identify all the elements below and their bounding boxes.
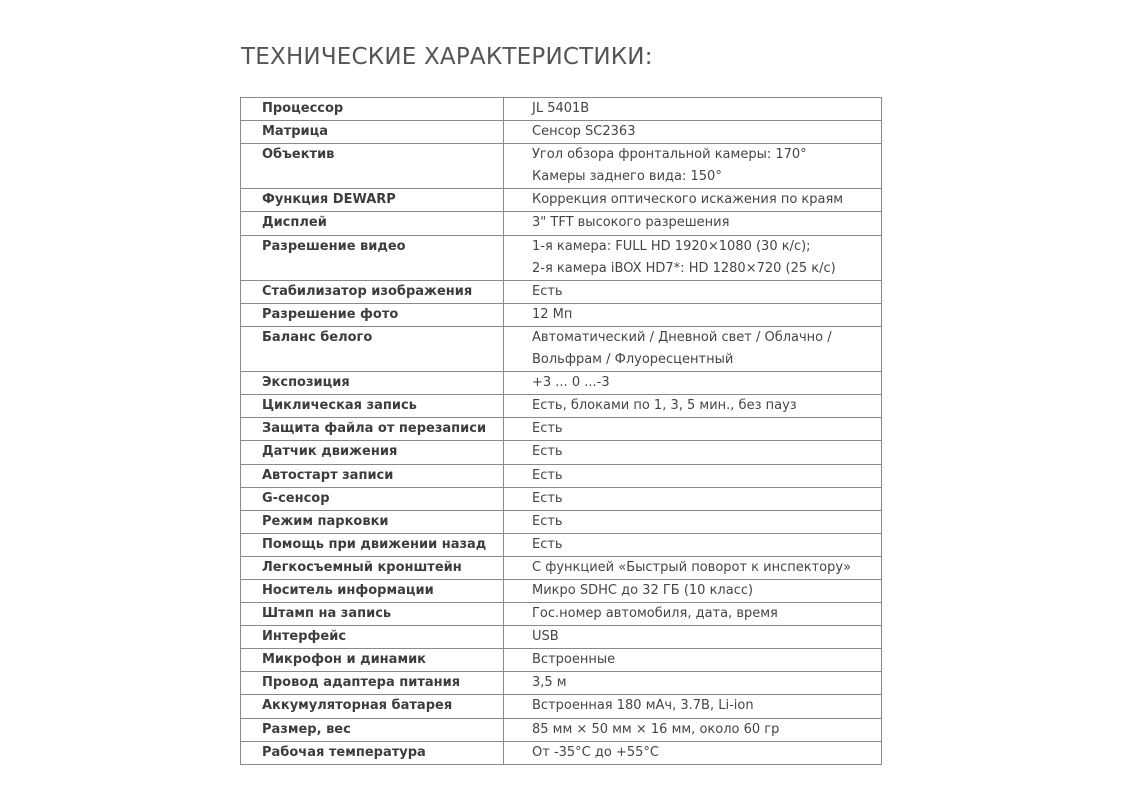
spec-label: Носитель информации <box>241 579 504 602</box>
spec-row <box>241 603 882 626</box>
spec-label: Экспозиция <box>241 372 504 395</box>
spec-value-line: Вольфрам / Флуоресцентный <box>532 352 734 368</box>
spec-value <box>504 372 882 395</box>
spec-value-line: Есть <box>532 536 563 552</box>
spec-value <box>504 649 882 672</box>
spec-label: Защита файла от перезаписи <box>241 418 504 441</box>
spec-value <box>504 303 882 326</box>
spec-value-line: 1-я камера: FULL HD 1920×1080 (30 к/с); <box>532 238 811 254</box>
spec-label: Провод адаптера питания <box>241 672 504 695</box>
spec-value <box>504 144 882 189</box>
spec-value <box>504 235 882 280</box>
spec-value-line: Есть, блоками по 1, 3, 5 мин., без пауз <box>532 398 797 414</box>
spec-value <box>504 672 882 695</box>
spec-value-line: Сенсор SC2363 <box>532 124 636 140</box>
spec-label: G-сенсор <box>241 487 504 510</box>
spec-row <box>241 487 882 510</box>
spec-value <box>504 579 882 602</box>
spec-value-line: 85 мм × 50 мм × 16 мм, около 60 гр <box>532 721 780 737</box>
spec-label: Объектив <box>241 144 504 189</box>
spec-value-line: Автоматический / Дневной свет / Облачно / <box>532 329 832 345</box>
spec-value <box>504 280 882 303</box>
spec-label: Штамп на запись <box>241 603 504 626</box>
spec-value-line: 2-я камера iBOX HD7*: HD 1280×720 (25 к/с) <box>532 260 836 276</box>
spec-value <box>504 603 882 626</box>
spec-value <box>504 741 882 764</box>
specs-table-body <box>241 98 882 765</box>
spec-label: Легкосъемный кронштейн <box>241 556 504 579</box>
spec-row <box>241 718 882 741</box>
spec-value-line: Угол обзора фронтальной камеры: 170° <box>532 147 807 163</box>
spec-label: Разрешение видео <box>241 235 504 280</box>
spec-row <box>241 533 882 556</box>
spec-value-line: От -35°C до +55°C <box>532 744 659 760</box>
spec-label: Матрица <box>241 121 504 144</box>
spec-value-line: Микро SDHC до 32 ГБ (10 класс) <box>532 582 754 598</box>
spec-label: Разрешение фото <box>241 303 504 326</box>
spec-label: Датчик движения <box>241 441 504 464</box>
spec-row <box>241 510 882 533</box>
spec-row <box>241 649 882 672</box>
spec-row <box>241 98 882 121</box>
spec-row <box>241 326 882 371</box>
spec-row <box>241 441 882 464</box>
spec-row <box>241 372 882 395</box>
spec-value-line: Коррекция оптического искажения по краям <box>532 192 844 208</box>
spec-label: Помощь при движении назад <box>241 533 504 556</box>
spec-value <box>504 418 882 441</box>
spec-label: Стабилизатор изображения <box>241 280 504 303</box>
spec-row <box>241 280 882 303</box>
spec-value <box>504 626 882 649</box>
spec-row <box>241 212 882 235</box>
spec-row <box>241 144 882 189</box>
spec-row <box>241 556 882 579</box>
spec-label: Микрофон и динамик <box>241 649 504 672</box>
spec-value-line: Гос.номер автомобиля, дата, время <box>532 606 778 622</box>
spec-row <box>241 464 882 487</box>
spec-label: Дисплей <box>241 212 504 235</box>
spec-value-line: Есть <box>532 490 563 506</box>
spec-value <box>504 718 882 741</box>
specs-table <box>240 97 882 765</box>
spec-label: Режим парковки <box>241 510 504 533</box>
spec-row <box>241 741 882 764</box>
spec-value <box>504 441 882 464</box>
spec-value-line: Камеры заднего вида: 150° <box>532 169 722 185</box>
spec-label: Функция DEWARP <box>241 189 504 212</box>
spec-value <box>504 121 882 144</box>
spec-value-line: Встроенные <box>532 652 616 668</box>
spec-value <box>504 464 882 487</box>
spec-label: Рабочая температура <box>241 741 504 764</box>
spec-row <box>241 189 882 212</box>
spec-value-line: С функцией «Быстрый поворот к инспектору» <box>532 559 852 575</box>
spec-label: Циклическая запись <box>241 395 504 418</box>
spec-value-line: 3" TFT высокого разрешения <box>532 215 730 231</box>
spec-label: Размер, вес <box>241 718 504 741</box>
spec-value <box>504 98 882 121</box>
spec-label: Процессор <box>241 98 504 121</box>
spec-value-line: JL 5401B <box>532 101 590 116</box>
spec-row <box>241 695 882 718</box>
spec-label: Баланс белого <box>241 326 504 371</box>
spec-value-line: USB <box>532 629 559 645</box>
spec-value-line: Есть <box>532 444 563 460</box>
spec-label: Интерфейс <box>241 626 504 649</box>
spec-value <box>504 510 882 533</box>
spec-value <box>504 212 882 235</box>
spec-row <box>241 395 882 418</box>
spec-value <box>504 189 882 212</box>
spec-row <box>241 672 882 695</box>
spec-value-line: Есть <box>532 421 563 437</box>
spec-row <box>241 121 882 144</box>
spec-value <box>504 556 882 579</box>
spec-row <box>241 303 882 326</box>
spec-row <box>241 579 882 602</box>
spec-value-line: +3 ... 0 ...-3 <box>532 375 610 391</box>
spec-row <box>241 235 882 280</box>
spec-value-line: Встроенная 180 мАч, 3.7В, Li-ion <box>532 698 754 714</box>
spec-value <box>504 695 882 718</box>
spec-value <box>504 533 882 556</box>
spec-label: Автостарт записи <box>241 464 504 487</box>
spec-value-line: Есть <box>532 283 563 299</box>
spec-label: Аккумуляторная батарея <box>241 695 504 718</box>
spec-value <box>504 395 882 418</box>
spec-value <box>504 487 882 510</box>
spec-value-line: Есть <box>532 513 563 529</box>
spec-value <box>504 326 882 371</box>
spec-row <box>241 418 882 441</box>
spec-value-line: 3,5 м <box>532 675 567 691</box>
spec-value-line: 12 Мп <box>532 306 573 322</box>
spec-value-line: Есть <box>532 467 563 483</box>
page-title: ТЕХНИЧЕСКИЕ ХАРАКТЕРИСТИКИ: <box>241 44 653 70</box>
spec-row <box>241 626 882 649</box>
